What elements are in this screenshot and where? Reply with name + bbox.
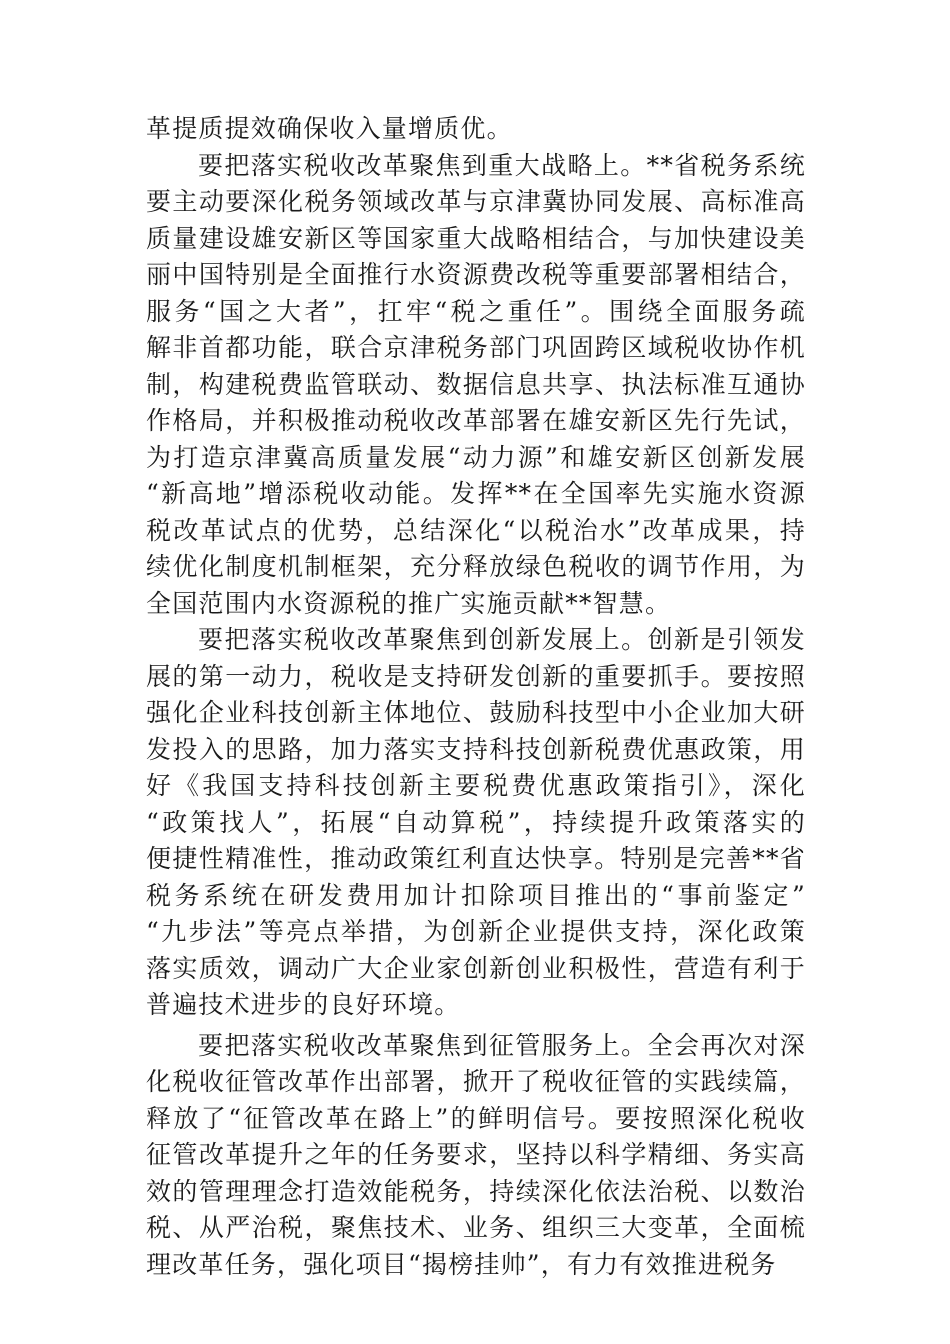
text-line: “新高地”增添税收动能。发挥**在全国率先实施水资源	[146, 479, 806, 508]
paragraph	[146, 148, 806, 623]
text-line: 全国范围内水资源税的推广实施贡献**智慧。	[146, 588, 672, 618]
text-line: 好《我国支持科技创新主要税费优惠政策指引》，深化	[146, 771, 806, 800]
paragraph	[146, 111, 806, 148]
text-line: 制，构建税费监管联动、数据信息共享、执法标准互通协	[146, 369, 806, 399]
text-line: 征管改革提升之年的任务要求，坚持以科学精细、务实高	[146, 1140, 806, 1169]
text-line: 展的第一动力，税收是支持研发创新的重要抓手。要按照	[146, 661, 806, 691]
text-line: 丽中国特别是全面推行水资源费改税等重要部署相结合，	[146, 260, 806, 289]
text-line: 效的管理理念打造效能税务，持续深化依法治税、以数治	[146, 1176, 806, 1206]
text-line: 为打造京津冀高质量发展“动力源”和雄安新区创新发展	[146, 442, 806, 472]
text-line: 要把落实税收改革聚焦到创新发展上。创新是引领发	[198, 625, 806, 654]
text-line: “九步法”等亮点举措，为创新企业提供支持，深化政策	[146, 917, 806, 946]
text-line: 税务系统在研发费用加计扣除项目推出的“事前鉴定”	[146, 880, 806, 910]
text-line: 税、从严治税，聚焦技术、业务、组织三大变革，全面梳	[146, 1213, 806, 1242]
text-line: 便捷性精准性，推动政策红利直达快享。特别是完善**省	[146, 844, 806, 873]
text-line: 要把落实税收改革聚焦到重大战略上。**省税务系统	[198, 150, 806, 180]
text-line: 强化企业科技创新主体地位、鼓励科技型中小企业加大研	[146, 698, 806, 727]
text-line: “政策找人”，拓展“自动算税”，持续提升政策落实的	[146, 807, 806, 837]
text-line: 发投入的思路，加力落实支持科技创新税费优惠政策，用	[146, 734, 806, 764]
text-line: 理改革任务，强化项目“揭榜挂帅”，有力有效推进税务	[146, 1249, 777, 1279]
text-line: 要把落实税收改革聚焦到征管服务上。全会再次对深	[198, 1030, 806, 1060]
text-line: 续优化制度机制框架，充分释放绿色税收的调节作用，为	[146, 552, 806, 581]
paragraph	[146, 622, 806, 1024]
text-line: 服务“国之大者”，扛牢“税之重任”。围绕全面服务疏	[146, 296, 806, 326]
text-line: 要主动要深化税务领域改革与京津冀协同发展、高标准高	[146, 187, 806, 216]
text-line: 质量建设雄安新区等国家重大战略相结合，与加快建设美	[146, 223, 806, 253]
text-line: 化税收征管改革作出部署，掀开了税收征管的实践续篇，	[146, 1067, 806, 1096]
text-line: 普遍技术进步的良好环境。	[146, 990, 461, 1019]
text-line: 落实质效，调动广大企业家创新创业积极性，营造有利于	[146, 953, 806, 983]
text-line: 税改革试点的优势，总结深化“以税治水”改革成果，持	[146, 515, 806, 545]
text-line: 革提质提效确保收入量增质优。	[146, 114, 513, 143]
text-line: 解非首都功能，联合京津税务部门巩固跨区域税收协作机	[146, 333, 806, 362]
paragraph	[146, 1028, 806, 1284]
document-body	[146, 111, 806, 1283]
text-line: 作格局，并积极推动税收改革部署在雄安新区先行先试，	[146, 406, 806, 435]
text-line: 释放了“征管改革在路上”的鲜明信号。要按照深化税收	[146, 1103, 806, 1133]
